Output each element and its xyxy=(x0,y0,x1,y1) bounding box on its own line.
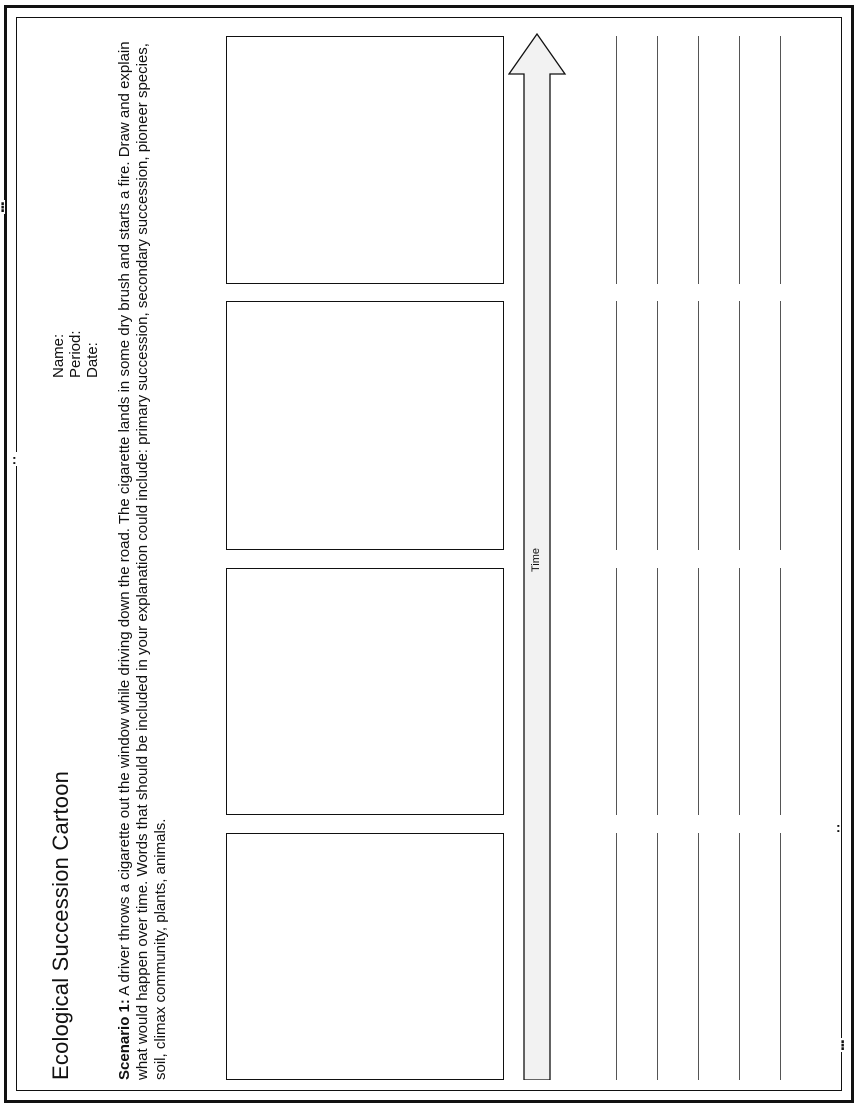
writing-line xyxy=(739,568,740,815)
time-label: Time xyxy=(530,547,542,572)
scenario-text: A driver throws a cigarette out the window while driving down the road. The cigarette lands in some dry brush and starts a fire. Draw and explain what would happen over time. Words that should be included in your explanation could include: primary succession, secondary succession, pioneer species, soil, climax community, plants, animals. xyxy=(116,41,169,1080)
border-ornament: ⁝ xyxy=(0,199,6,215)
cartoon-panel-2 xyxy=(226,568,504,815)
writing-line xyxy=(739,301,740,550)
cartoon-panel-3 xyxy=(226,301,504,550)
writing-line xyxy=(780,568,781,815)
cartoon-panel-1 xyxy=(226,833,504,1080)
scenario-label: Scenario 1: xyxy=(116,999,133,1080)
worksheet xyxy=(30,30,830,1080)
page-title: Ecological Succession Cartoon xyxy=(48,770,73,1080)
writing-line xyxy=(780,833,781,1080)
writing-line xyxy=(616,568,617,815)
cartoon-panel-4 xyxy=(226,36,504,284)
writing-line xyxy=(698,36,699,284)
writing-line xyxy=(616,301,617,550)
writing-line xyxy=(698,301,699,550)
writing-line xyxy=(739,833,740,1080)
period-field: Period: xyxy=(67,330,84,378)
writing-line xyxy=(657,36,658,284)
date-field: Date: xyxy=(84,342,101,378)
name-field: Name: xyxy=(50,333,67,378)
time-arrow xyxy=(508,30,568,1080)
writing-line xyxy=(657,301,658,550)
writing-line xyxy=(616,36,617,284)
student-info xyxy=(50,330,101,378)
writing-line xyxy=(739,36,740,284)
writing-line xyxy=(698,833,699,1080)
writing-line xyxy=(657,833,658,1080)
border-ornament: ⁝ xyxy=(840,1037,846,1053)
writing-line xyxy=(657,568,658,815)
writing-line xyxy=(698,568,699,815)
writing-line xyxy=(616,833,617,1080)
writing-line xyxy=(780,301,781,550)
border-ornament: : xyxy=(836,819,841,835)
scenario-instructions xyxy=(116,40,170,1080)
writing-line xyxy=(780,36,781,284)
border-ornament: : xyxy=(12,451,17,467)
